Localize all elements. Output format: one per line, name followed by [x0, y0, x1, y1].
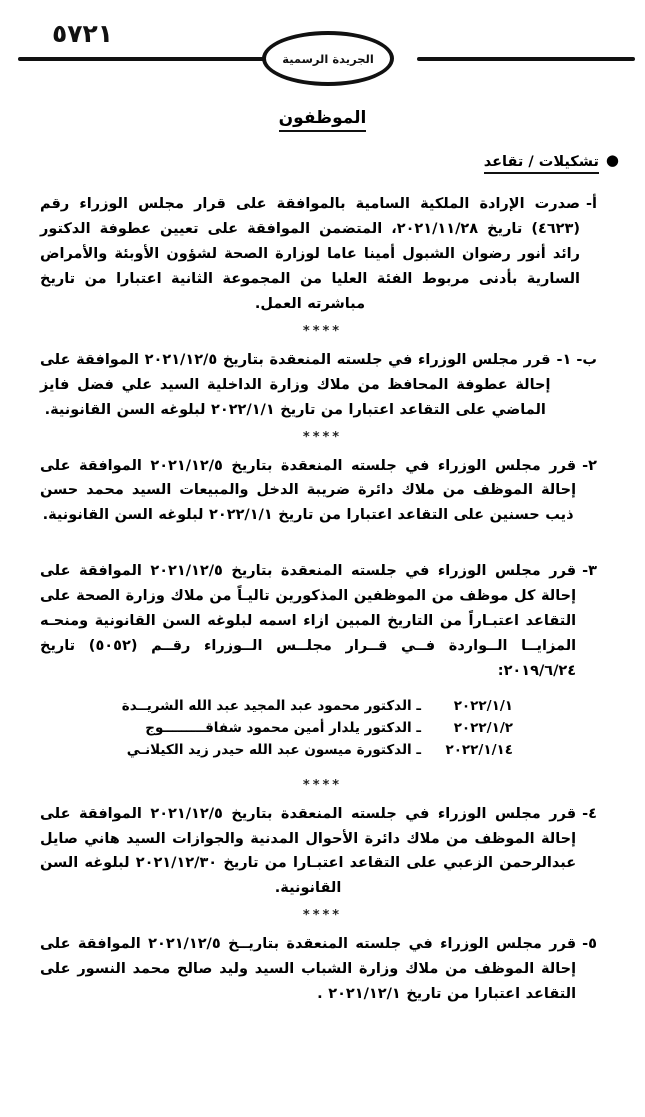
list-item — [121, 696, 527, 718]
retiree-date: ٢٠٢٢/١/٢ — [453, 719, 513, 736]
clause-marker: ٥- — [582, 936, 597, 953]
clause-text: صدرت الإرادة الملكية السامية بالموافقة على قرار مجلس الوزراء رقم (٤٦٢٣) تاريخ ٢٠٢١/١١/٢٨، المتضمن الموافقة على تعيين عطوفة الدكتور رائد أنور رضوان الشبول أمينا عاما لوزارة الصحة لشؤون الأوبئة والأمراض السارية بأدنى مربوط الفئة العليا من المجموعة الثانية اعتبارا من تاريخ مباشرته العمل. — [40, 196, 581, 312]
clause-marker: ٤- — [582, 805, 597, 822]
list-item — [128, 718, 527, 740]
retiree-name: ـ الدكتورة ميسون عبد الله حيدر زيد الكيلانـي — [126, 741, 421, 758]
gazette-name-label: الجريدة الرسمية — [282, 51, 374, 66]
retiree-date: ٢٠٢٢/١/١ — [453, 698, 513, 714]
clause-5 — [40, 932, 597, 1007]
list-item — [128, 740, 527, 762]
masthead-rule-left — [18, 57, 272, 61]
clause-marker: ب- ١- — [556, 351, 597, 368]
clause-text: قرر مجلس الوزراء في جلسته المنعقدة بتاريخ ٢٠٢١/١٢/٥ الموافقة على إحالة الموظف من ملاك دائرة ضريبة الدخل والمبيعات السيد محمد حسن ذيب حسنين على التقاعد اعتبارا من تاريخ ٢٠٢٢/١/١ لبلوغه السن القانونية. — [40, 457, 577, 524]
clause-text: قرر مجلس الوزراء في جلسته المنعقدة بتاريــخ ٢٠٢١/١٢/٥ الموافقة على إحالة الموظف من ملاك وزارة الشباب السيد وليد صالح محمد النسور على التقاعد اعتبارا من تاريخ ٢٠٢١/١٢/١ . — [40, 936, 577, 1003]
clause-container — [0, 192, 645, 1007]
subsection-heading — [0, 151, 619, 170]
separator: **** — [302, 908, 343, 924]
separator: **** — [302, 429, 343, 445]
subsection-heading-label: تشكيلات / تقاعد — [484, 154, 599, 174]
page-number: ٥٧٢١ — [52, 19, 114, 48]
clause-marker: أ- — [586, 196, 597, 212]
bullet-icon: ● — [605, 151, 619, 169]
retiree-name: ـ الدكتور محمود عبد المجيد عبد الله الشريــدة — [121, 698, 421, 714]
separator: **** — [302, 323, 343, 339]
masthead-rule-right — [417, 57, 635, 61]
page-bottom-margin — [0, 1007, 645, 1117]
clause-text: قرر مجلس الوزراء في جلسته المنعقدة بتاريخ ٢٠٢١/١٢/٥ الموافقة على إحالة الموظف من ملاك دائرة الأحوال المدنية والجوازات السيد هاني صايل عبدالرحمن الزعبي على التقاعد اعتبـارا من تاريخ ٢٠٢١/١٢/٣٠ لبلوغه السن القانونية. — [40, 805, 577, 897]
retiree-list — [121, 696, 527, 762]
retiree-date: ٢٠٢٢/١/١٤ — [445, 741, 513, 758]
page-title — [0, 108, 645, 131]
page-title-label: الموظفون — [279, 108, 367, 132]
clause-text: قرر مجلس الوزراء في جلسته المنعقدة بتاريخ ٢٠٢١/١٢/٥ الموافقة على إحالة عطوفة المحافظ من ملاك وزارة الداخلية السيد علي فضل فايز الماضي على التقاعد اعتبارا من تاريخ ٢٠٢٢/١/١ لبلوغه السن القانونية. — [40, 351, 551, 418]
clause-marker: ٣- — [582, 563, 597, 580]
clause-a — [40, 192, 597, 317]
clause-text: قرر مجلس الوزراء في جلسته المنعقدة بتاريخ ٢٠٢١/١٢/٥ الموافقة على إحالة كل موظف من الموظفين المذكورين تاليـاً من ملاك وزارة الصحة على التقاعد اعتبـاراً من التاريخ المبين ازاء اسمه لبلوغه السن القانونية ومنحـه المزايــا الــواردة فــي قــرار مجلــس الــوزراء رقــم (٥٠٥٢) تاريخ ٢٠١٩/٦/٢٤: — [40, 563, 577, 680]
clause-4 — [40, 802, 597, 902]
masthead — [0, 0, 645, 92]
clause-b1 — [40, 348, 597, 423]
separator: **** — [302, 777, 343, 793]
clause-2 — [40, 454, 597, 529]
clause-3 — [40, 559, 597, 684]
clause-marker: ٢- — [582, 457, 597, 474]
retiree-name: ـ الدكتور يلدار أمين محمود شفاقـــــــــوج — [145, 719, 421, 736]
gazette-name-oval — [262, 31, 394, 86]
